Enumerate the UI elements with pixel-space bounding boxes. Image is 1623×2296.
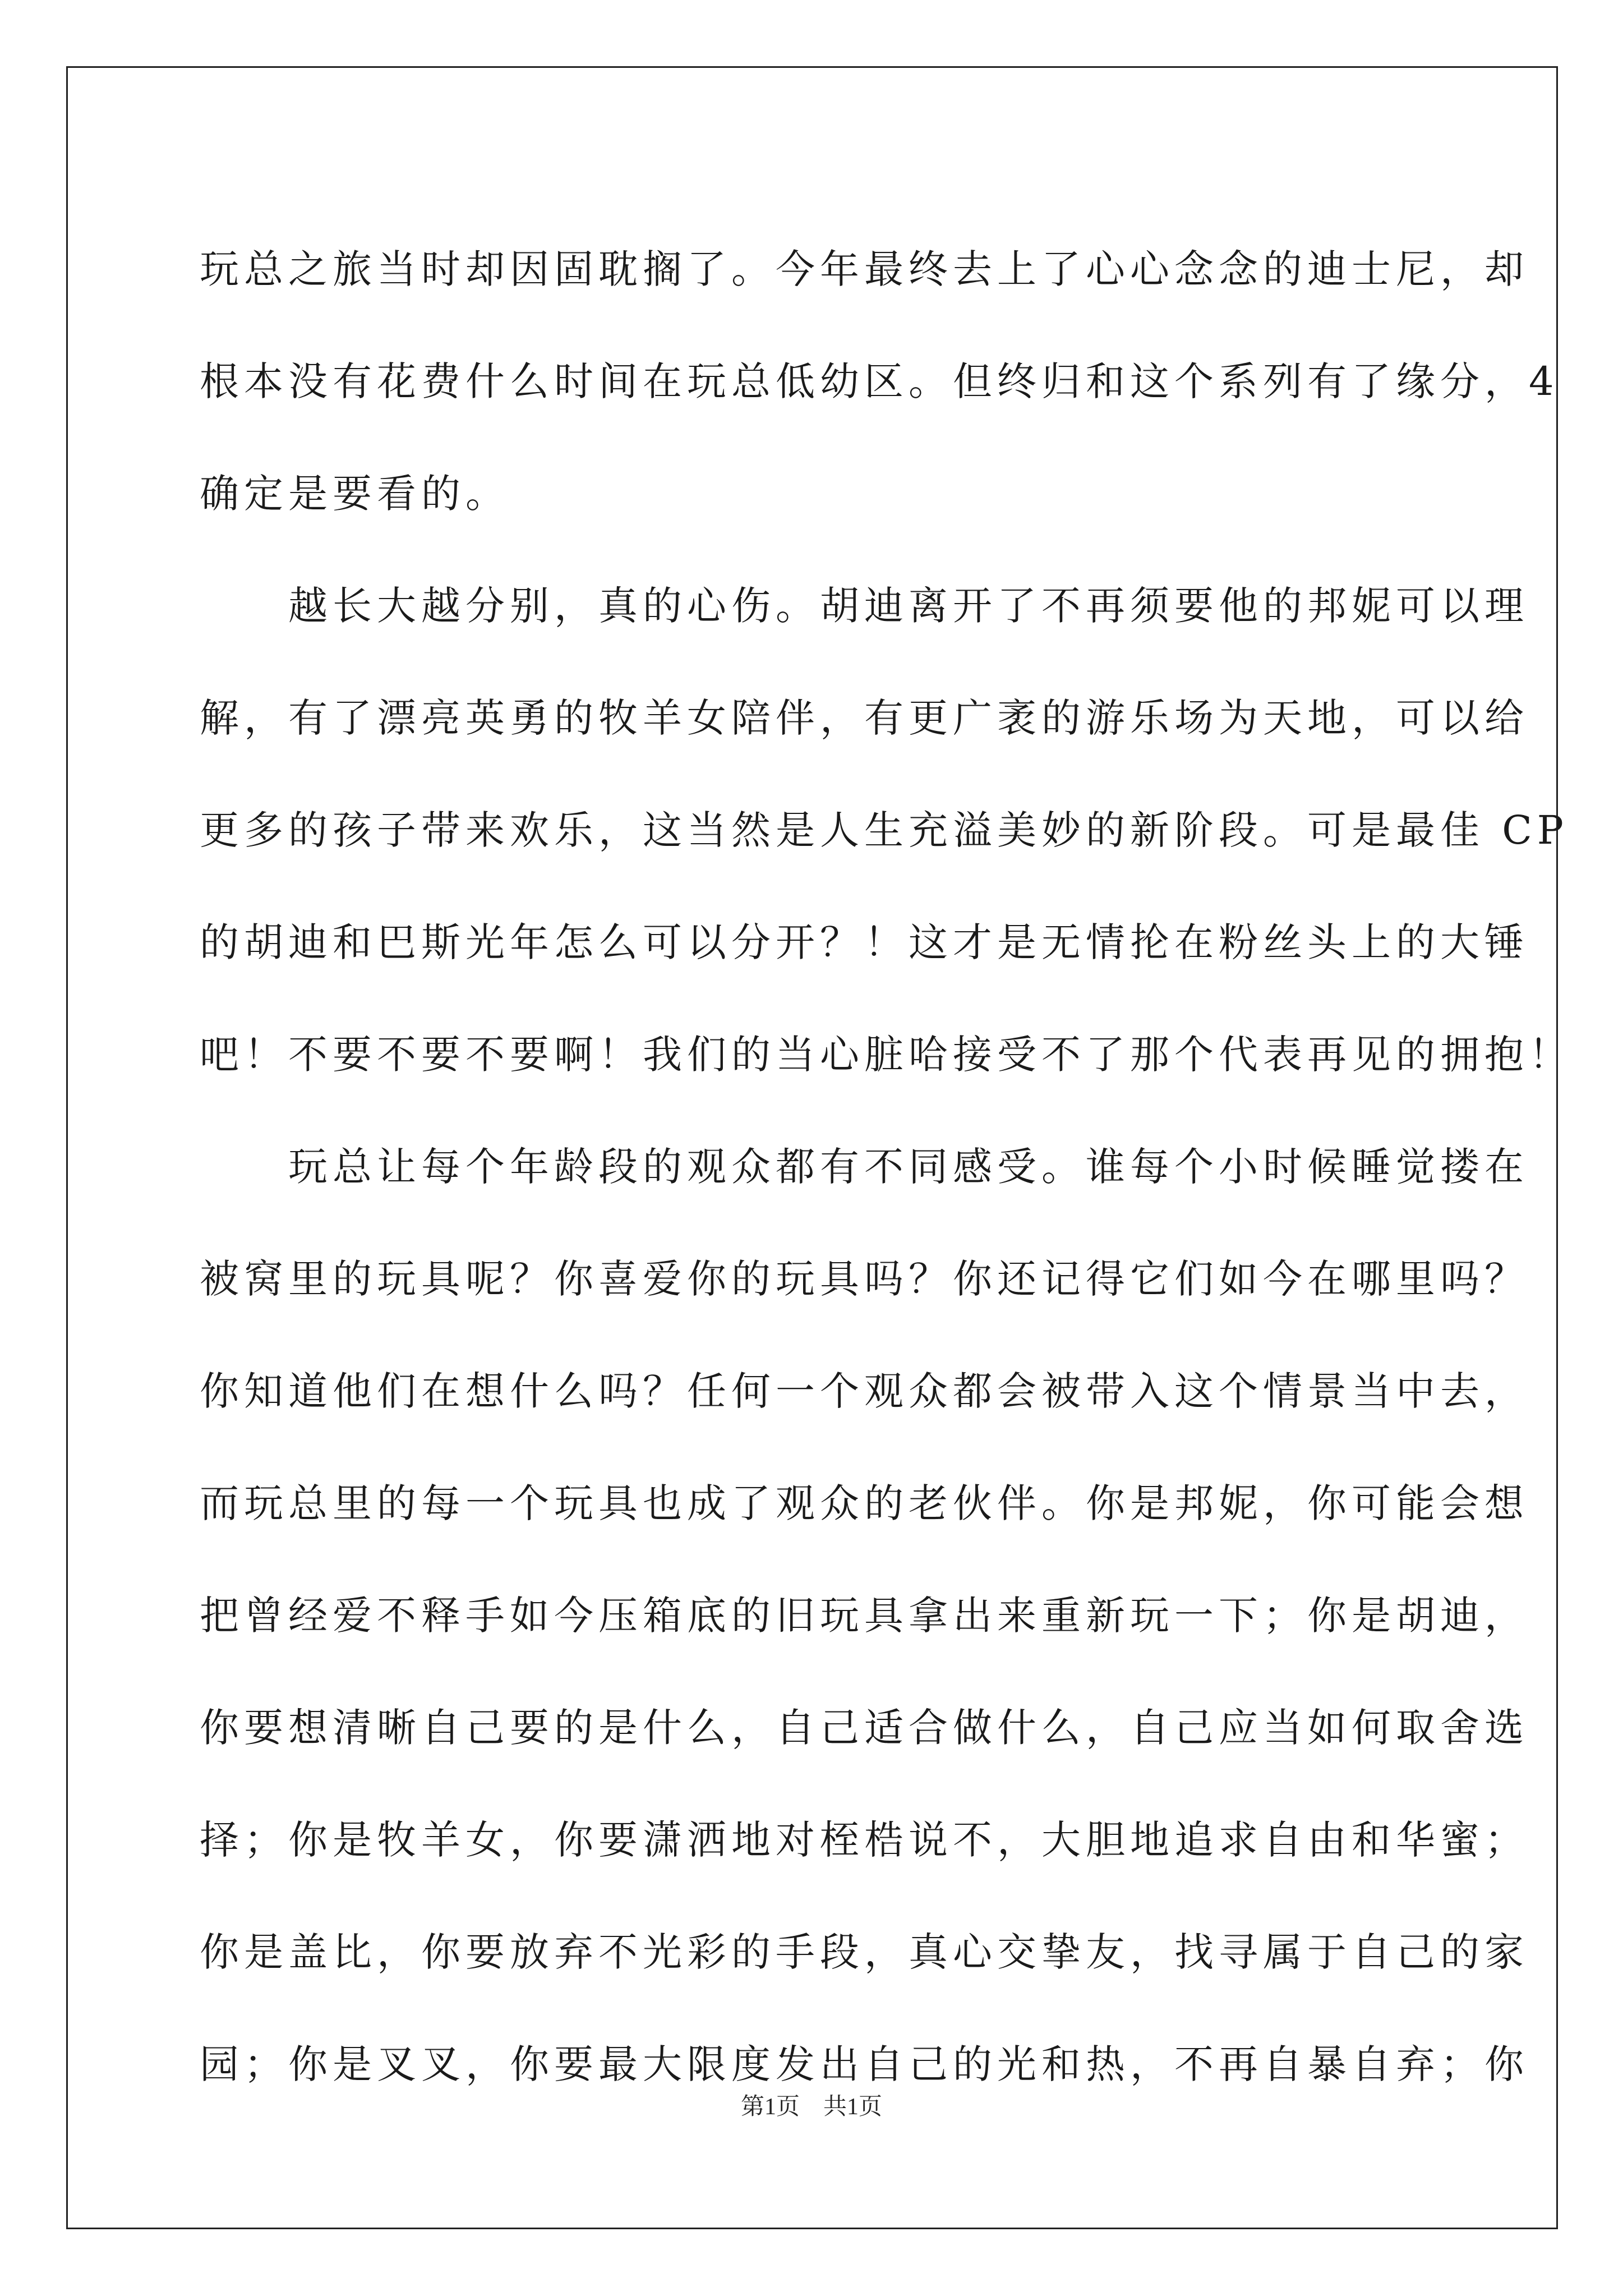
text-line: 的胡迪和巴斯光年怎么可以分开？！这才是无情抡在粉丝头上的大锤: [200, 919, 1529, 965]
text-line: 你知道他们在想什么吗？任何一个观众都会被带入这个情景当中去，: [200, 1368, 1529, 1414]
document-body: [200, 213, 1573, 2120]
text-line: 玩总之旅当时却因固耽搁了。今年最终去上了心心念念的迪士尼，却: [200, 246, 1529, 292]
text-line: 被窝里的玩具呢？你喜爱你的玩具吗？你还记得它们如今在哪里吗？: [200, 1256, 1529, 1302]
text-line: 吧！不要不要不要啊！我们的当心脏哈接受不了那个代表再见的拥抱！: [200, 1032, 1573, 1078]
text-line: 根本没有花费什么时间在玩总低幼区。但终归和这个系列有了缘分，4: [200, 358, 1559, 404]
text-line: 玩总让每个年龄段的观众都有不同感受。谁每个小时候睡觉搂在: [200, 1144, 1529, 1190]
text-line: 择；你是牧羊女，你要潇洒地对桎梏说不，大胆地追求自由和华蜜；: [200, 1817, 1529, 1863]
text-line: 把曾经爱不释手如今压箱底的旧玩具拿出来重新玩一下；你是胡迪，: [200, 1593, 1529, 1639]
text-line: 确定是要看的。: [200, 471, 510, 517]
text-line: 园；你是叉叉，你要最大限度发出自己的光和热，不再自暴自弃；你: [200, 2041, 1529, 2087]
text-line: 你是盖比，你要放弃不光彩的手段，真心交挚友，找寻属于自己的家: [200, 1929, 1529, 1975]
text-line: 解，有了漂亮英勇的牧羊女陪伴，有更广袤的游乐场为天地，可以给: [200, 695, 1529, 741]
text-line: 而玩总里的每一个玩具也成了观众的老伙伴。你是邦妮，你可能会想: [200, 1480, 1529, 1526]
page-footer: 第1页 共1页: [740, 2094, 882, 2120]
text-line: 更多的孩子带来欢乐，这当然是人生充溢美妙的新阶段。可是最佳 CP: [200, 807, 1569, 853]
text-line: 越长大越分别，真的心伤。胡迪离开了不再须要他的邦妮可以理: [200, 583, 1529, 629]
text-line: 你要想清晰自己要的是什么，自己适合做什么，自己应当如何取舍选: [200, 1705, 1529, 1751]
